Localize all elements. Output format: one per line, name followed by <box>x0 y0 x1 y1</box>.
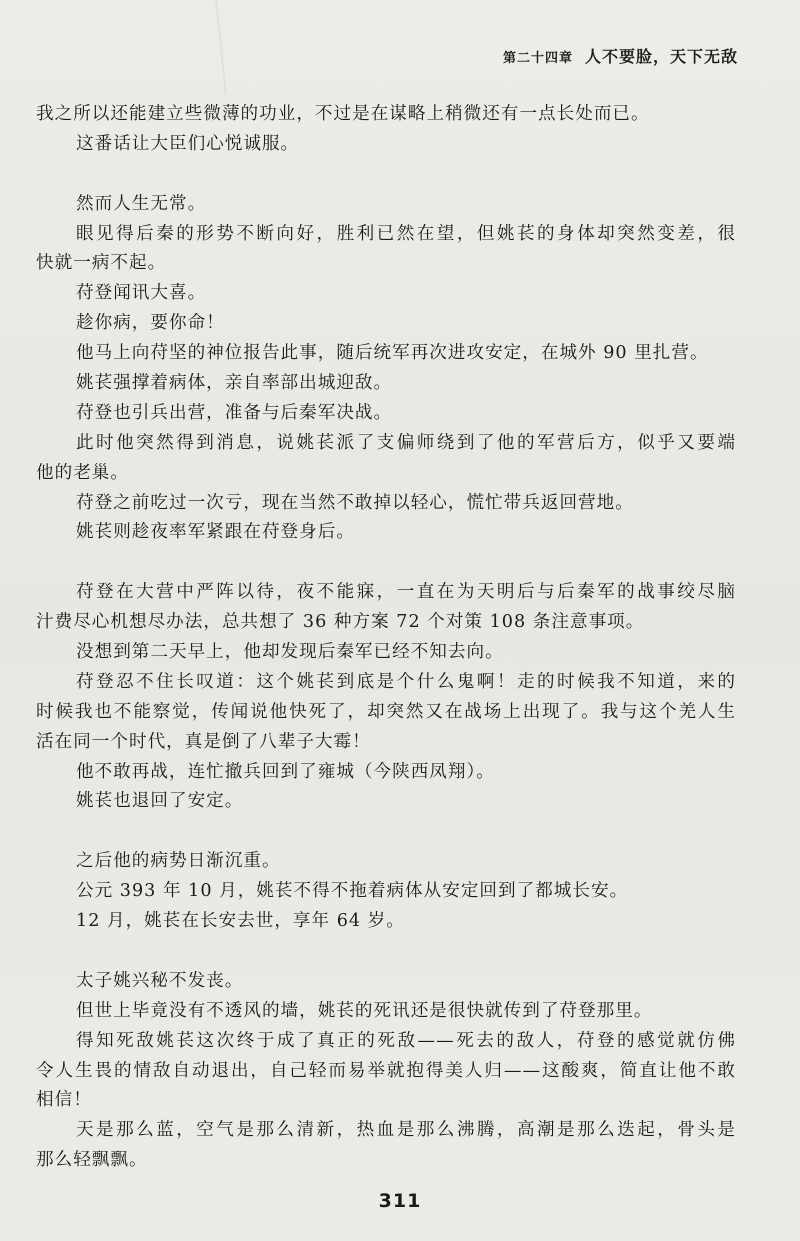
page-fold-shadow <box>215 0 227 95</box>
text-line: 令人生畏的情敌自动退出，自己轻而易举就抱得美人归——这酸爽，简直让他不敢 <box>36 1060 736 1081</box>
paragraph-gap <box>36 160 736 190</box>
text-line: 活在同一个时代，真是倒了八辈子大霉！ <box>36 731 371 752</box>
text-line: 天是那么蓝，空气是那么清新，热血是那么沸腾，高潮是那么迭起，骨头是 <box>76 1120 736 1141</box>
text-line: 快就一病不起。 <box>36 253 167 274</box>
chapter-number: 第二十四章 <box>502 51 573 66</box>
text-line: 苻登闻讯大喜。 <box>76 283 207 304</box>
paragraph-gap <box>36 937 736 967</box>
text-line: 然而人生无常。 <box>76 193 207 214</box>
text-line: 我之所以还能建立些微薄的功业，不过是在谋略上稍微还有一点长处而已。 <box>36 104 650 124</box>
text-line: 他的老巢。 <box>36 462 129 483</box>
text-line: 之后他的病势日渐沉重。 <box>76 851 281 872</box>
text-line: 姚苌也退回了安定。 <box>76 791 244 812</box>
text-line: 那么轻飘飘。 <box>36 1150 148 1171</box>
text-line: 太子姚兴秘不发丧。 <box>76 970 244 991</box>
text-line: 没想到第二天早上，他却发现后秦军已经不知去向。 <box>76 642 504 663</box>
text-line: 苻登在大营中严阵以待，夜不能寐，一直在为天明后与后秦军的战事绞尽脑 <box>76 582 736 603</box>
page-number: 311 <box>378 1190 422 1212</box>
chapter-title: 人不要脸，天下无敌 <box>584 47 738 66</box>
text-line: 姚苌则趁夜率军紧跟在苻登身后。 <box>76 522 355 543</box>
text-line: 汁费尽心机想尽办法，总共想了 36 种方案 72 个对策 108 条注意事项。 <box>36 612 645 633</box>
body-text <box>36 100 736 1176</box>
running-header <box>503 44 738 67</box>
text-line: 趁你病，要你命！ <box>76 313 225 334</box>
text-line: 时候我也不能察觉，传闻说他快死了，却突然又在战场上出现了。我与这个羌人生 <box>36 701 736 722</box>
text-line: 但世上毕竟没有不透风的墙，姚苌的死讯还是很快就传到了苻登那里。 <box>76 1000 653 1021</box>
text-line: 苻登之前吃过一次亏，现在当然不敢掉以轻心，慌忙带兵返回营地。 <box>76 492 634 513</box>
paragraph-gap <box>36 817 736 847</box>
text-line: 这番话让大臣们心悦诚服。 <box>76 133 300 154</box>
text-line: 公元 393 年 10 月，姚苌不得不拖着病体从安定回到了都城长安。 <box>76 881 629 902</box>
text-line: 相信！ <box>36 1090 92 1111</box>
text-line: 苻登也引兵出营，准备与后秦军决战。 <box>76 402 393 423</box>
text-line: 得知死敌姚苌这次终于成了真正的死敌——死去的敌人，苻登的感觉就仿佛 <box>76 1030 736 1051</box>
text-line: 他马上向苻坚的神位报告此事，随后统军再次进攻安定，在城外 90 里扎营。 <box>76 343 709 364</box>
text-line: 苻登忍不住长叹道：这个姚苌到底是个什么鬼啊！走的时候我不知道，来的 <box>76 671 736 692</box>
text-line: 此时他突然得到消息，说姚苌派了支偏师绕到了他的军营后方，似乎又要端 <box>76 432 736 453</box>
paragraph-gap <box>36 548 736 578</box>
text-line: 12 月，姚苌在长安去世，享年 64 岁。 <box>76 911 405 932</box>
text-line: 他不敢再战，连忙撤兵回到了雍城（今陕西凤翔）。 <box>76 761 495 782</box>
text-line: 眼见得后秦的形势不断向好，胜利已然在望，但姚苌的身体却突然变差，很 <box>76 223 736 244</box>
text-line: 姚苌强撑着病体，亲自率部出城迎敌。 <box>76 373 393 394</box>
